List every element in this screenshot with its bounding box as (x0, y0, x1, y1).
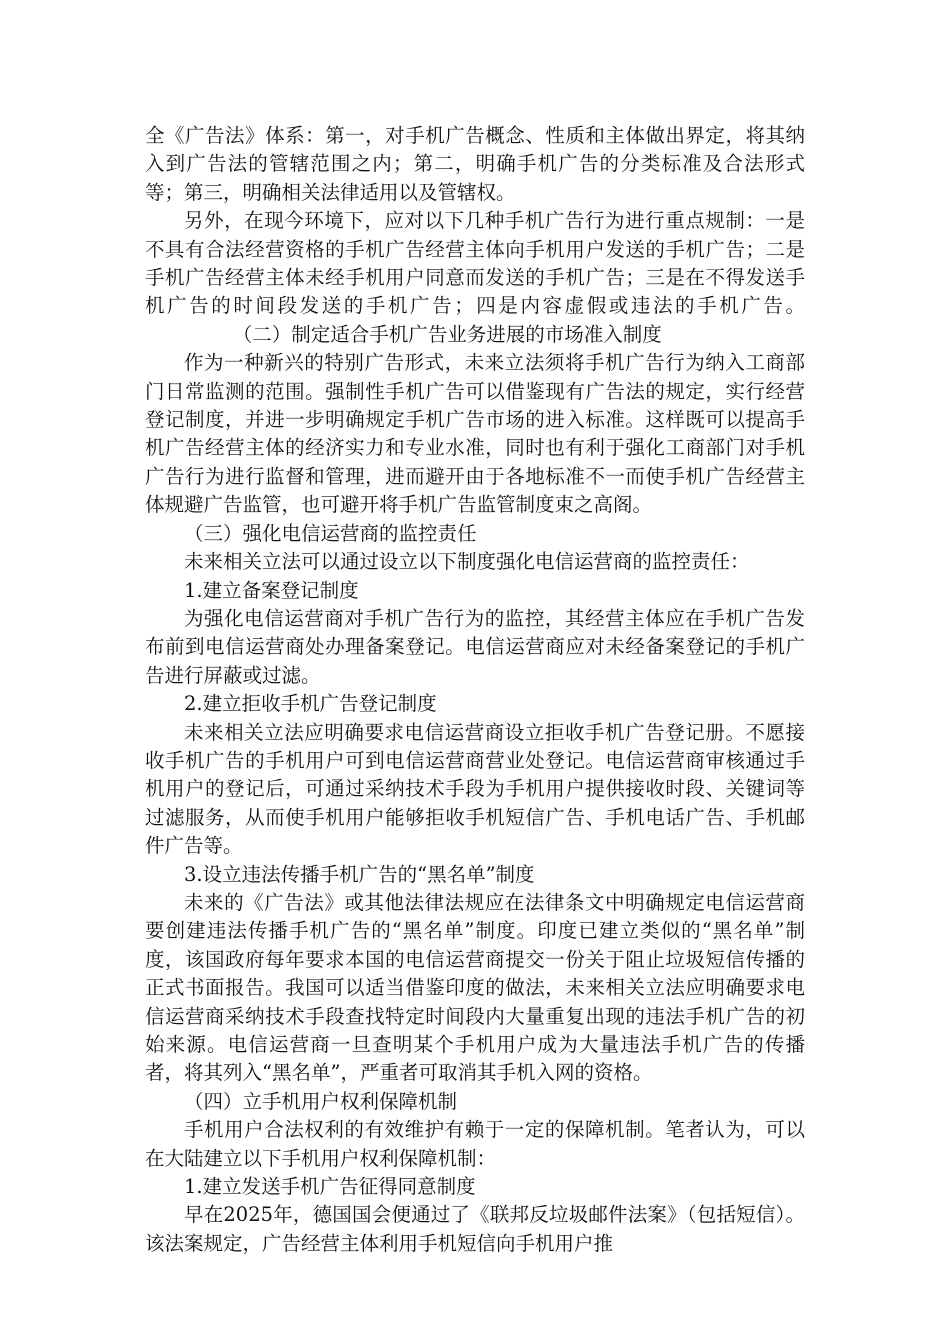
paragraph: 未来相关立法应明确要求电信运营商设立拒收手机广告登记册。不愿接收手机广告的手机用户可到电信运营商营业处登记。电信运营商审核通过手机用户的登记后，可通过采纳技术手段为手机用户提供接收时段、关键词等过滤服务，从而使手机用户能够拒收手机短信广告、手机电话广告、手机邮件广告等。 (145, 720, 805, 858)
paragraph-text: 另外，在现今环境下，应对以下几种手机广告行为进行重点规制：一是不具有合法经营资格的手机广告经营主体向手机用户发送的手机广告；二是手机广告经营主体未经手机用户同意而发送的手机广告；三是在不得发送手机广告的时间段发送的手机广告；四是内容虚假或违法的手机广告。 (145, 209, 805, 318)
paragraph: 早在2025年，德国国会便通过了《联邦反垃圾邮件法案》（包括短信）。该法案规定，广告经营主体利用手机短信向手机用户推 (145, 1203, 805, 1255)
subsection-heading: 3.设立违法传播手机广告的“黑名单”制度 (184, 862, 535, 886)
paragraph: 未来的《广告法》或其他法律法规应在法律条文中明确规定电信运营商要创建违法传播手机广告的“黑名单”制度。印度已建立类似的“黑名单”制度，该国政府每年要求本国的电信运营商提交一份关于阻止垃圾短信传播的正式书面报告。我国可以适当借鉴印度的做法，未来相关立法应明确要求电信运营商采纳技术手段查找特定时间段内大量重复出现的违法手机广告的初始来源。电信运营商一旦查明某个手机用户成为大量违法手机广告的传播者，将其列入“黑名单”，严重者可取消其手机入网的资格。 (145, 890, 805, 1085)
paragraph: 作为一种新兴的特别广告形式，未来立法须将手机广告行为纳入工商部门日常监测的范围。强制性手机广告可以借鉴现有广告法的规定，实行经营登记制度，并进一步明确规定手机广告市场的进入标准。这样既可以提高手机广告经营主体的经济实力和专业水准，同时也有利于强化工商部门对手机广告行为进行监督和管理，进而避开由于各地标准不一而使手机广告经营主体规避广告监管，也可避开将手机广告监管制度束之高阁。 (145, 351, 805, 517)
subsection-heading: 1.建立发送手机广告征得同意制度 (184, 1175, 476, 1199)
paragraph: 未来相关立法可以通过设立以下制度强化电信运营商的监控责任： (184, 550, 750, 574)
paragraph: 全《广告法》体系：第一，对手机广告概念、性质和主体做出界定，将其纳入到广告法的管辖范围之内；第二，明确手机广告的分类标准及合法形式等；第三，明确相关法律适用以及管辖权。 (145, 124, 805, 204)
section-heading: （四）立手机用户权利保障机制 (184, 1089, 458, 1113)
subsection-heading: 2.建立拒收手机广告登记制度 (184, 692, 437, 716)
subsection-heading: 1.建立备案登记制度 (184, 578, 359, 602)
paragraph: 手机用户合法权利的有效维护有赖于一定的保障机制。笔者认为，可以在大陆建立以下手机用户权利保障机制： (145, 1118, 805, 1170)
section-heading: （三）强化电信运营商的监控责任 (184, 521, 477, 545)
section-heading: （二）制定适合手机广告业务进展的市场准入制度 (232, 322, 662, 346)
document-page (145, 122, 805, 1258)
paragraph: 为强化电信运营商对手机广告行为的监控，其经营主体应在手机广告发布前到电信运营商处办理备案登记。电信运营商应对未经备案登记的手机广告进行屏蔽或过滤。 (145, 606, 805, 687)
paragraph (145, 207, 805, 349)
